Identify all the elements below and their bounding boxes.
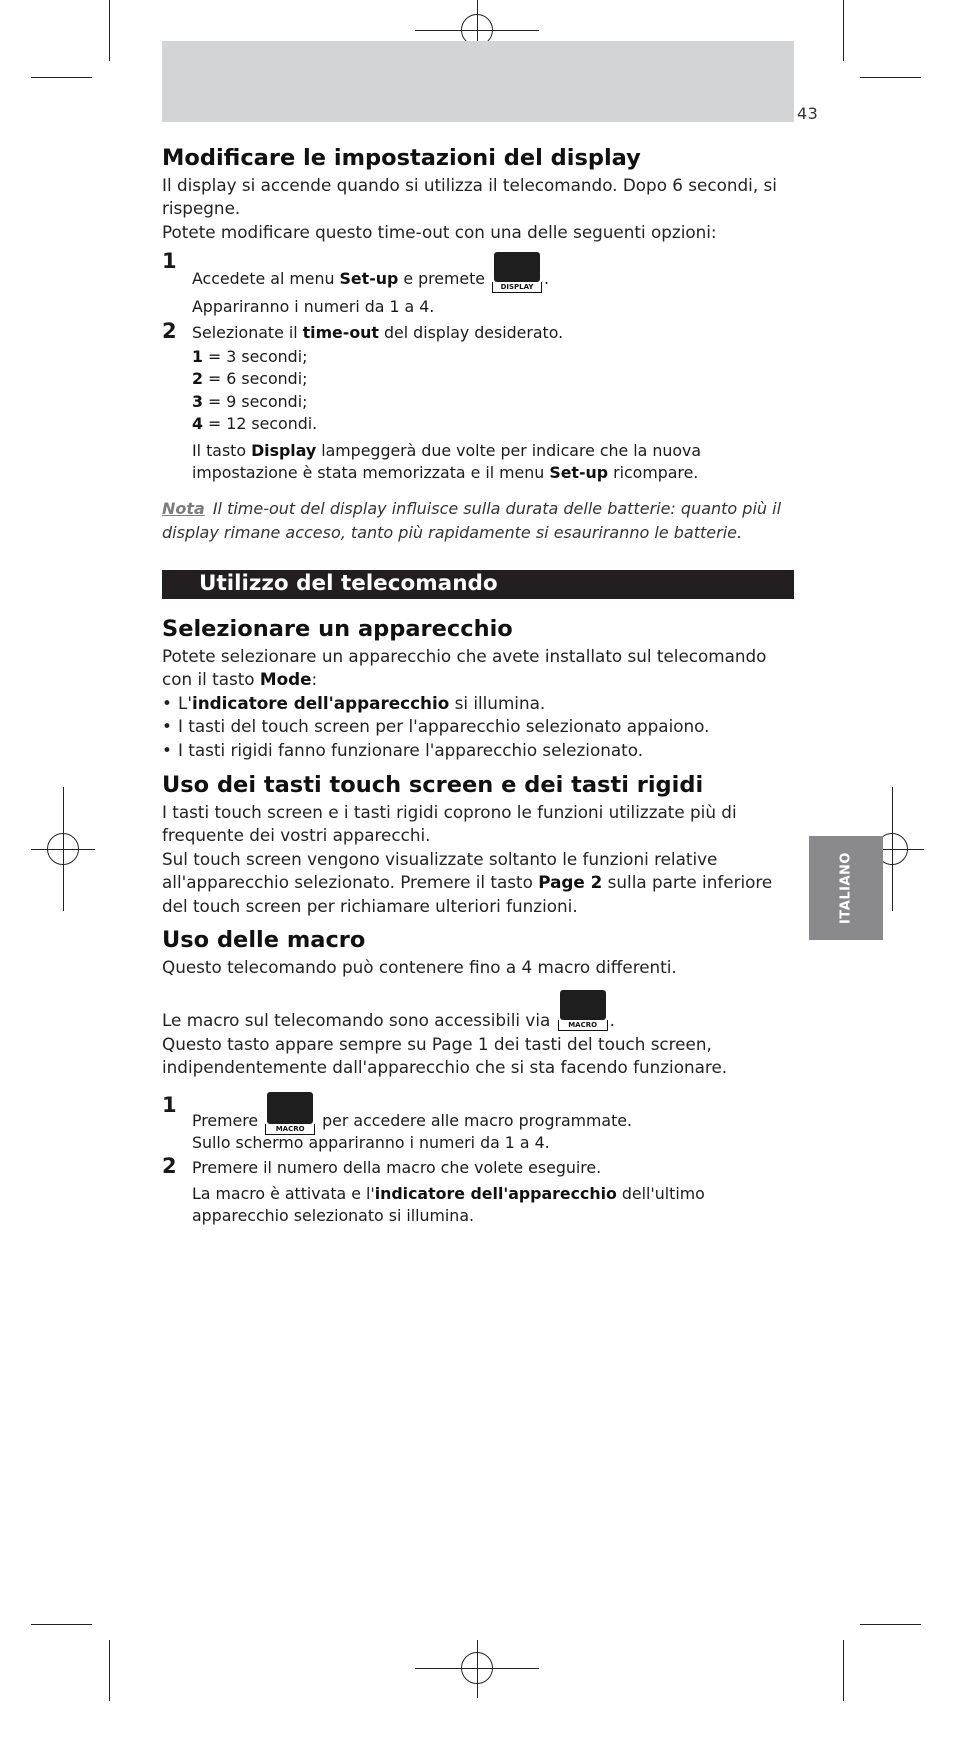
paragraph: Potete selezionare un apparecchio che avete installato sul telecomando con il tasto Mode: — [162, 645, 767, 690]
crop-mark — [860, 77, 921, 78]
display-step-1-result: Appariranno i numeri da 1 a 4. — [192, 297, 435, 316]
section-title: Selezionare un apparecchio — [162, 616, 513, 642]
list-item: • I tasti del touch screen per l'apparecchio selezionato appaiono. — [162, 715, 794, 739]
touch-keys-section — [162, 773, 794, 918]
language-tab-label: ITALIANO — [838, 852, 854, 924]
section-title: Uso dei tasti touch screen e dei tasti rigidi — [162, 772, 704, 798]
crop-mark — [109, 0, 110, 61]
paragraph: Il display si accende quando si utilizza il telecomando. Dopo 6 secondi, si rispegne. — [162, 174, 777, 219]
step-number: 2 — [162, 319, 177, 343]
step-number: 1 — [162, 249, 177, 273]
display-key-icon: DISPLAY — [492, 252, 542, 294]
note — [162, 497, 804, 544]
language-tab — [809, 836, 883, 940]
macro-key-icon: MACRO — [558, 990, 608, 1032]
note-text: Il time-out del display influisce sulla durata delle batterie: quanto più il display rimane acceso, tanto più rapidamente si esauriranno le batterie. — [162, 499, 782, 542]
macro-step-2: 2 Premere il numero della macro che volete eseguire. La macro è attivata e l'indicatore dell'apparecchio dell'ultimo apparecchio selezionato si illumina. — [162, 1154, 705, 1225]
paragraph: Sul touch screen vengono visualizzate soltanto le funzioni relative all'apparecchio selezionato. Premere il tasto Page 2 sulla parte inferiore del touch screen per richiamare ulteriori funzioni. — [162, 848, 773, 916]
paragraph: Potete modificare questo time-out con una delle seguenti opzioni: — [162, 221, 717, 242]
timeout-option: 1 = 3 secondi; — [192, 346, 308, 366]
macro-section — [162, 928, 794, 979]
timeout-option: 3 = 9 secondi; — [192, 391, 308, 411]
paragraph: Questo telecomando può contenere fino a 4 macro differenti. — [162, 956, 677, 977]
macro-step-1: 1 Premere MACRO per accedere alle macro programmate. Sullo schermo appariranno i numeri da 1 a 4. — [162, 1093, 633, 1152]
timeout-option: 4 = 12 secondi. — [192, 414, 318, 433]
crop-mark — [31, 1624, 92, 1625]
section-title: Modificare le impostazioni del display — [162, 145, 641, 171]
crop-mark — [843, 1640, 844, 1701]
crop-mark — [843, 0, 844, 61]
step-number: 2 — [162, 1154, 177, 1178]
macro-key-icon: MACRO — [265, 1092, 315, 1138]
page-number: 43 — [797, 104, 819, 123]
section-title: Uso delle macro — [162, 927, 366, 953]
paragraph: Le macro sul telecomando sono accessibili via MACRO . — [162, 990, 794, 1033]
blink-description: Il tasto Display lampeggerà due volte per indicare che la nuova impostazione è stata memorizzata e il menu Set-up ricompare. — [192, 440, 702, 482]
list-item: • L'indicatore dell'apparecchio si illumina. — [162, 692, 794, 716]
crop-mark — [860, 1624, 921, 1625]
select-device-section — [162, 617, 794, 762]
header-band — [162, 41, 794, 122]
display-settings-section — [162, 146, 794, 244]
note-label: Nota — [162, 499, 205, 518]
display-step-1: 1 Accedete al menu Set-up e premete DISPLAY . — [162, 252, 794, 294]
list-item: • I tasti rigidi fanno funzionare l'apparecchio selezionato. — [162, 739, 794, 763]
crop-mark — [31, 77, 92, 78]
macro-access — [162, 990, 794, 1080]
paragraph: Questo tasto appare sempre su Page 1 dei tasti del touch screen, indipendentemente dall'apparecchio che si sta facendo funzionare. — [162, 1033, 728, 1077]
registration-mark-bottom — [415, 1640, 539, 1698]
timeout-option: 2 = 6 secondi; — [192, 369, 308, 388]
section-header-title: Utilizzo del telecomando — [199, 571, 498, 596]
crop-mark — [109, 1640, 110, 1701]
step-number: 1 — [162, 1093, 177, 1117]
section-header-bar — [162, 570, 794, 599]
display-step-2: 2 Selezionate il time-out del display desiderato. 1 = 3 secondi; 2 = 6 secondi; 3 = 9 secondi; 4 = 12 secondi. Il tasto Display lampeggerà due volte per indicare che la nuova impostazione è stata memorizzata e il menu Set-up ricompare. — [162, 322, 794, 485]
paragraph: I tasti touch screen e i tasti rigidi coprono le funzioni utilizzate più di frequente dei vostri apparecchi. — [162, 801, 737, 846]
bullet-list — [162, 692, 794, 763]
registration-mark-left — [31, 787, 95, 911]
